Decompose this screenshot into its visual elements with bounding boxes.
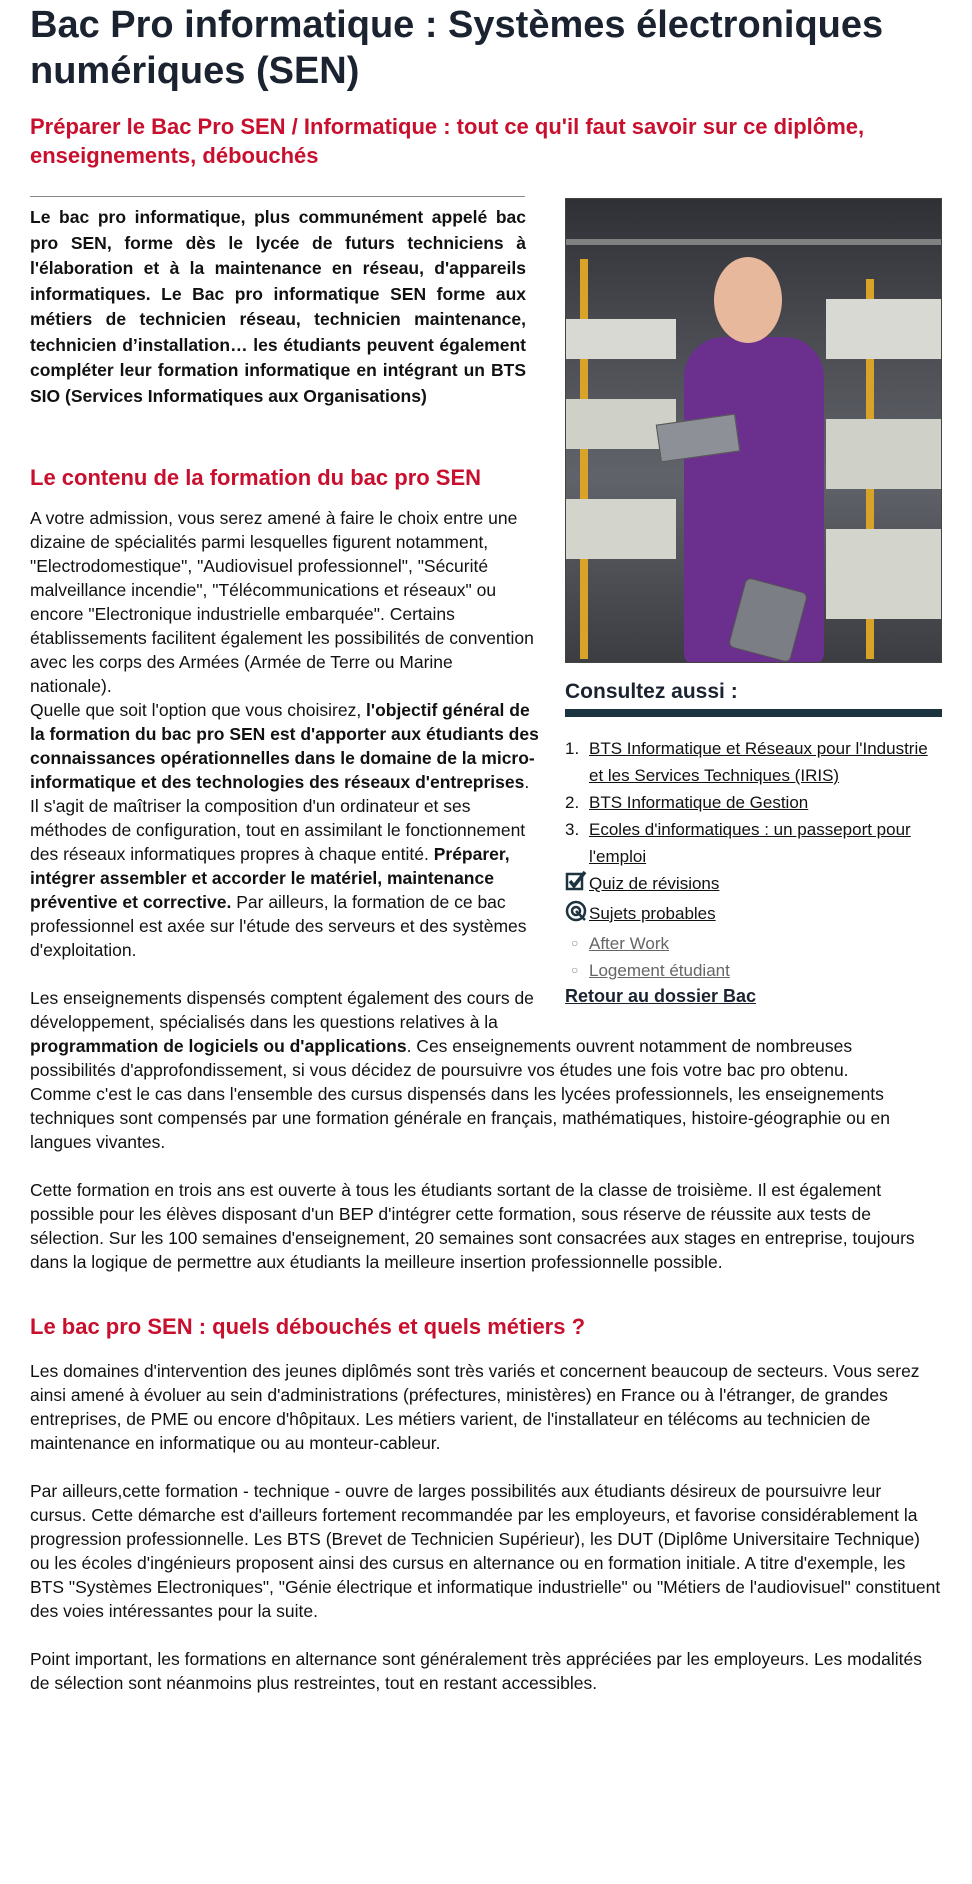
see-also-box <box>565 679 942 1008</box>
section2-paragraph-1: Les domaines d'intervention des jeunes diplômés sont très variés et concernent beaucoup de secteurs. Vous serez ainsi amené à évoluer au sein d'administrations (préfectures, ministères) en France ou à l'étranger, de grandes entreprises, de PME ou encore d'hôpitaux. Les métiers varient, de l'installateur en télécoms au technicien de maintenance en informatique ou au monteur-cableur. <box>30 1361 920 1453</box>
see-also-list <box>565 735 942 984</box>
section-heading-debouches: Le bac pro SEN : quels débouchés et quels métiers ? <box>30 1314 586 1339</box>
link-ecoles-informatique[interactable]: Ecoles d'informatiques : un passeport pour l'emploi <box>589 820 911 866</box>
section1-paragraph-5: Cette formation en trois ans est ouverte à tous les étudiants sortant de la classe de troisième. Il est également possible pour les élèves disposant d'un BEP d'intégrer cette formation, sous réserve de réussite aux tests de sélection. Sur les 100 semaines d'enseignement, 20 semaines sont consacrées aux stages en entreprise, toujours dans la logique de permettre aux étudiants la meilleure insertion professionnelle possible. <box>30 1180 915 1272</box>
link-quiz-revisions[interactable]: Quiz de révisions <box>589 874 720 893</box>
link-sujets-probables[interactable]: Sujets probables <box>589 904 716 923</box>
section1-paragraph-2: Quelle que soit l'option que vous choisirez, l'objectif général de la formation du bac pro SEN est d'apporter aux étudiants des connaissances opérationnelles dans le domaine de la micro-informatique et des technologies des réseaux d'entreprises. Il s'agit de maîtriser la composition d'un ordinateur et ses méthodes de configuration, tout en assimilant le fonctionnement des réseaux informatiques propres à chaque entité. Préparer, intégrer assembler et accorder le matériel, maintenance préventive et corrective. Par ailleurs, la formation de ce bac professionnel est axée sur l'étude des serveurs et des systèmes d'exploitation. <box>30 700 539 960</box>
article <box>0 2 972 1884</box>
list-item <box>565 816 942 870</box>
list-item <box>565 870 942 900</box>
link-bts-iris[interactable]: BTS Informatique et Réseaux pour l'Industrie et les Services Techniques (IRIS) <box>589 739 928 785</box>
list-number: 1. <box>565 739 580 758</box>
intro-paragraph: Le bac pro informatique, plus communément appelé bac pro SEN, forme dès le lycée de futurs techniciens à l'élaboration et à la maintenance en réseau, d'appareils informatiques. Le Bac pro informatique SEN forme aux métiers de technicien réseau, technicien maintenance, technicien d’installation… les étudiants peuvent également compléter leur formation informatique en intégrant un BTS SIO (Services Informatiques aux Organisations) <box>30 207 526 406</box>
list-item <box>565 900 942 930</box>
check-icon <box>565 870 589 900</box>
page-subtitle: Préparer le Bac Pro SEN / Informatique : tout ce qu'il faut savoir sur ce diplôme, enseignements, débouchés <box>30 114 865 168</box>
bullet-circle-icon: ○ <box>571 963 579 977</box>
sidebar <box>565 198 942 1008</box>
bullet-circle-icon: ○ <box>571 936 579 950</box>
list-number: 3. <box>565 820 580 839</box>
section2-paragraph-3: Point important, les formations en alternance sont généralement très appréciées par les employeurs. Les modalités de sélection sont néanmoins plus restreintes, tout en restant accessibles. <box>30 1649 922 1693</box>
section2-paragraph-2: Par ailleurs,cette formation - technique - ouvre de larges possibilités aux étudiants désireux de poursuivre leur cursus. Cette démarche est d'ailleurs fortement recommandée par les employeurs, et favorise considérablement la progression professionnelle. Les BTS (Brevet de Technicien Supérieur), les DUT (Diplôme Universitaire Technique) ou les écoles d'ingénieurs proposent ainsi des cursus en alternance ou en formation initiale. A titre d'exemple, les BTS "Systèmes Electroniques", "Génie électrique et informatique industrielle" ou "Métiers de l'audiovisuel" constituent des voies intéressantes pour la suite. <box>30 1481 941 1621</box>
see-also-heading: Consultez aussi : <box>565 680 738 703</box>
target-icon <box>565 900 589 930</box>
section1-paragraph-3: Les enseignements dispensés comptent également des cours de développement, spécialisés dans les questions relatives à la programmation de logiciels ou d'applications. Ces enseignements ouvrent notamment de nombreuses possibilités d'approfondissement, si vous décidez de poursuivre vos études une fois votre bac pro obtenu. <box>30 988 853 1080</box>
link-bts-gestion[interactable]: BTS Informatique de Gestion <box>589 793 809 812</box>
link-logement-etudiant[interactable]: Logement étudiant <box>589 961 730 980</box>
section-heading-contenu: Le contenu de la formation du bac pro SEN <box>30 465 482 490</box>
title-divider <box>30 196 525 197</box>
section1-paragraph-1: A votre admission, vous serez amené à faire le choix entre une dizaine de spécialités parmi lesquelles figurent notamment, "Electrodomestique", "Audiovisuel professionnel", "Sécurité malveillance incendie", "Télécommunications et réseaux" ou encore "Electronique industrielle embarquée". Certains établissements facilitent également les possibilités de convention avec les corps des Armées (Armée de Terre ou Marine nationale). <box>30 508 534 696</box>
page-title: Bac Pro informatique : Systèmes électroniques numériques (SEN) <box>30 4 884 92</box>
link-after-work[interactable]: After Work <box>589 934 669 953</box>
article-photo <box>565 198 942 663</box>
list-item <box>565 735 942 789</box>
back-to-bac-link[interactable]: Retour au dossier Bac <box>565 986 757 1006</box>
section1-paragraph-4: Comme c'est le cas dans l'ensemble des cursus dispensés dans les lycées professionnels, les enseignements techniques sont compensés par une formation générale en français, mathématiques, histoire-géographie ou en langues vivantes. <box>30 1084 890 1152</box>
list-item <box>565 957 942 984</box>
list-number: 2. <box>565 793 580 812</box>
list-item <box>565 930 942 957</box>
see-also-bar <box>565 709 942 717</box>
list-item <box>565 789 942 816</box>
